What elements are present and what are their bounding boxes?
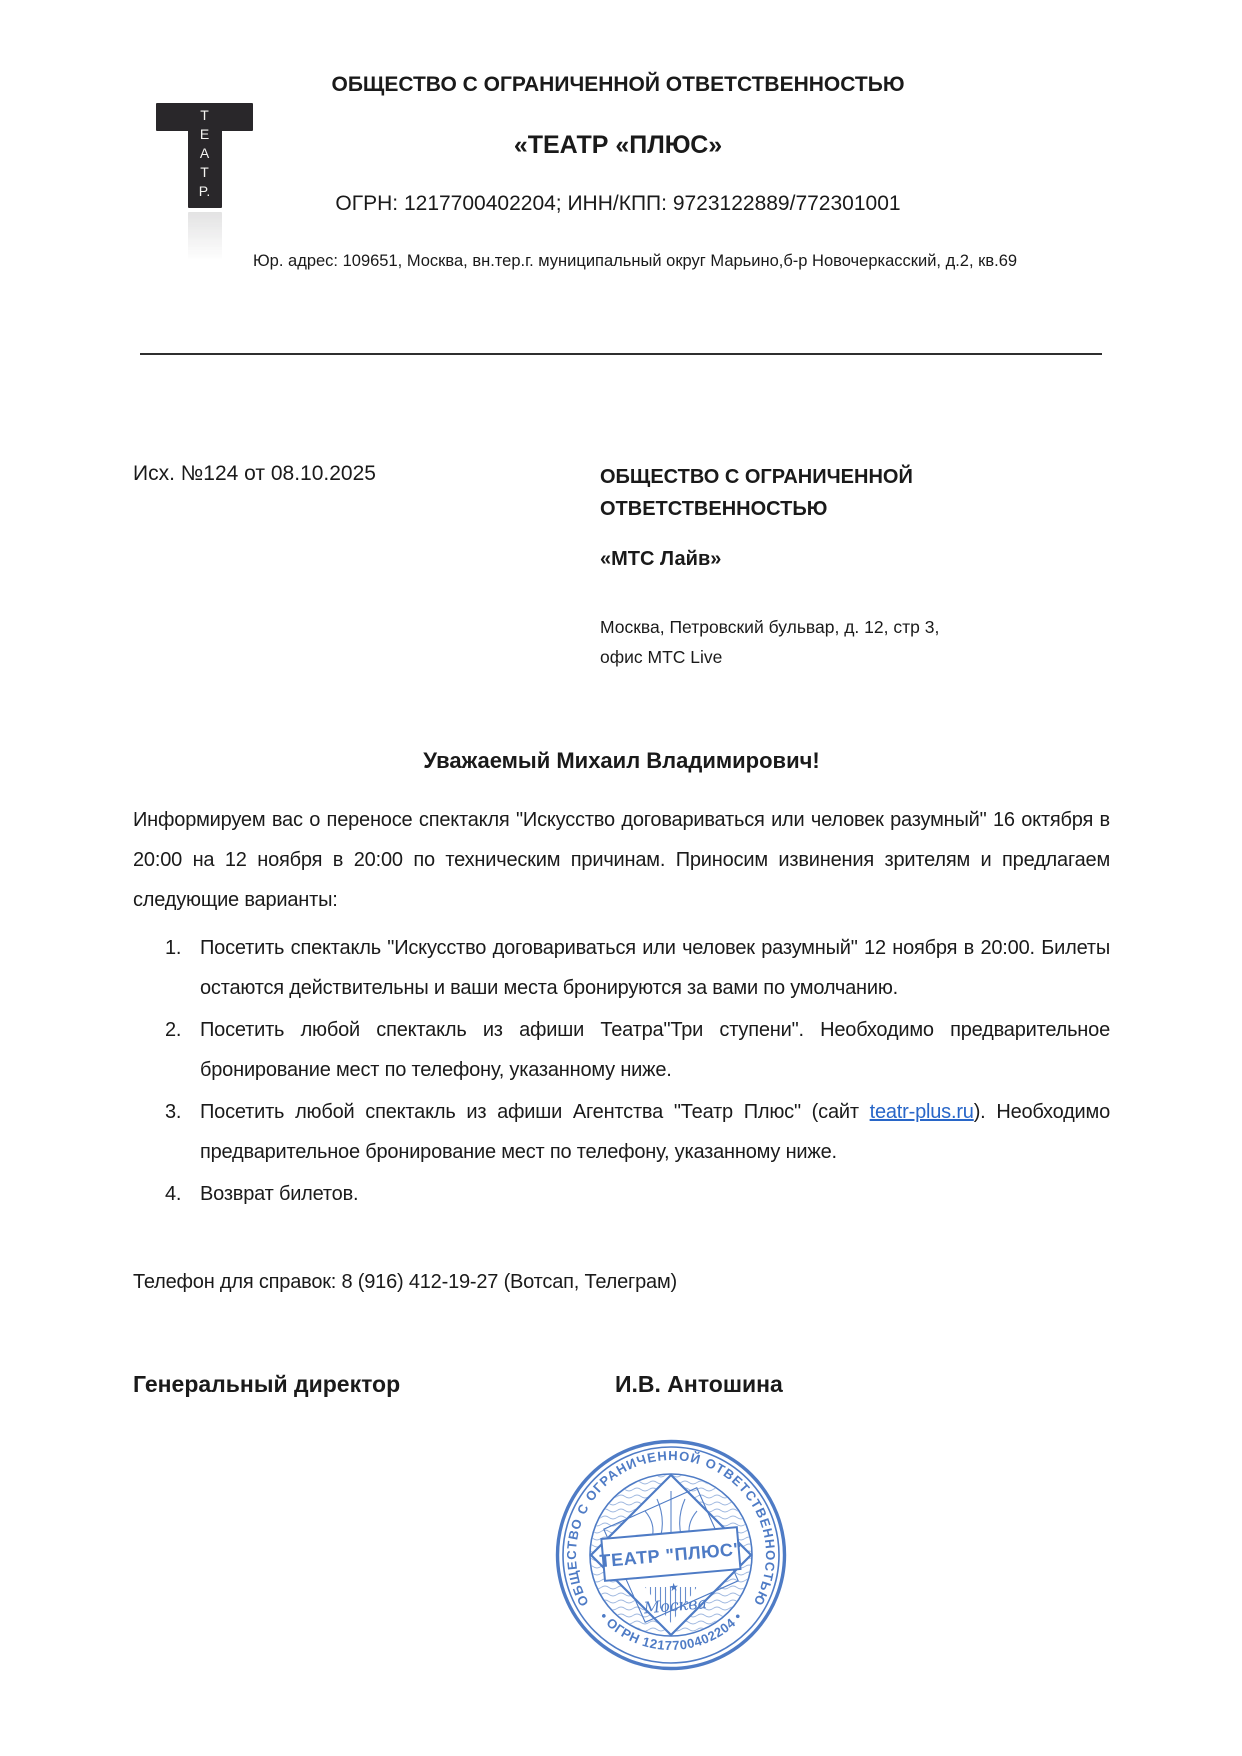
list-item-2 <box>133 1010 1110 1090</box>
list-item-text: ). Необходимо предварительное бронирование мест по телефону, указанному ниже. <box>200 1101 1110 1163</box>
logo-letter: Р. <box>198 183 212 199</box>
logo-letter: Е <box>199 126 211 142</box>
letter-content <box>133 461 1110 1398</box>
teatr-plus-link[interactable]: teatr-plus.ru <box>869 1101 974 1123</box>
list-item-text: Посетить спектакль "Искусство договариваться или человек разумный" 12 ноября в 20:00. Билеты остаются действительны и ваши места бронируются за вами по умолчанию. <box>200 937 1110 999</box>
list-item-3 <box>133 1092 1110 1172</box>
company-legal-address: Юр. адрес: 109651, Москва, вн.тер.г. муниципальный округ Марьино,б-р Новочеркасский, д.2, кв.69 <box>253 252 1018 270</box>
logo-art <box>156 100 253 208</box>
recipient-block <box>600 461 1110 672</box>
logo-letter: Т <box>200 164 210 180</box>
logo-reflection <box>156 212 253 320</box>
list-item-4 <box>133 1174 1110 1214</box>
list-item-1 <box>133 928 1110 1008</box>
letterhead <box>0 0 1242 312</box>
salutation: Уважаемый Михаил Владимирович! <box>423 748 820 773</box>
list-number: 3. <box>165 1101 182 1123</box>
intro-paragraph: Информируем вас о переносе спектакля "Искусство договариваться или человек разумный" 16 октября в 20:00 на 12 ноября в 20:00 по техническим причинам. Приносим извинения зрителям и предлагаем следующие варианты: <box>133 809 1110 911</box>
recipient-address-line: офис МТС Live <box>600 647 723 667</box>
stamp-center-name: ТЕАТР "ПЛЮС" <box>598 1538 744 1572</box>
list-item-text: Посетить любой спектакль из афиши Театра"Три ступени". Необходимо предварительное бронирование мест по телефону, указанному ниже. <box>200 1019 1110 1081</box>
recipient-name: «МТС Лайв» <box>600 548 722 570</box>
signature-row <box>133 1370 1110 1398</box>
logo-letter: Т <box>200 107 210 123</box>
recipient-address <box>600 612 1110 672</box>
list-number: 4. <box>165 1183 182 1205</box>
logo-letter: А <box>199 145 211 161</box>
list-number: 1. <box>165 937 182 959</box>
recipient-address-line: Москва, Петровский бульвар, д. 12, стр 3, <box>600 617 940 637</box>
list-item-text: Посетить любой спектакль из афиши Агентства "Театр Плюс" (сайт <box>200 1101 870 1123</box>
signature-position: Генеральный директор <box>133 1371 401 1397</box>
meta-row <box>133 461 1110 672</box>
header-divider <box>140 353 1102 355</box>
company-registration: ОГРН: 1217700402204; ИНН/КПП: 9723122889/772301001 <box>335 192 901 215</box>
company-name: «ТЕАТР «ПЛЮС» <box>513 131 723 159</box>
recipient-company-line: ОБЩЕСТВО С ОГРАНИЧЕННОЙ <box>600 466 913 488</box>
outgoing-reference: Исх. №124 от 08.10.2025 <box>133 462 376 485</box>
recipient-company-line: ОТВЕТСТВЕННОСТЬЮ <box>600 498 828 520</box>
stamp-ring-text-bottom: • ОГРН 1217700402204 • <box>596 1609 746 1654</box>
recipient-company <box>600 461 1110 525</box>
signature-name: И.В. Антошина <box>615 1371 783 1397</box>
letterhead-text <box>253 0 1018 271</box>
company-logo-icon <box>156 100 253 260</box>
star-icon: ★ <box>668 1581 680 1595</box>
list-number: 2. <box>165 1019 182 1041</box>
company-type: ОБЩЕСТВО С ОГРАНИЧЕННОЙ ОТВЕТСТВЕННОСТЬЮ <box>331 73 905 96</box>
stamp-city: Москва <box>642 1593 708 1618</box>
logo-letters <box>188 106 222 201</box>
phone-line: Телефон для справок: 8 (916) 412-19-27 (Вотсап, Телеграм) <box>133 1271 677 1293</box>
options-list <box>133 928 1110 1214</box>
company-stamp-icon <box>553 1437 789 1673</box>
list-item-text: Возврат билетов. <box>200 1183 359 1205</box>
stamp-ring-text-top: ОБЩЕСТВО С ОГРАНИЧЕННОЙ ОТВЕТСТВЕННОСТЬЮ <box>563 1447 779 1609</box>
